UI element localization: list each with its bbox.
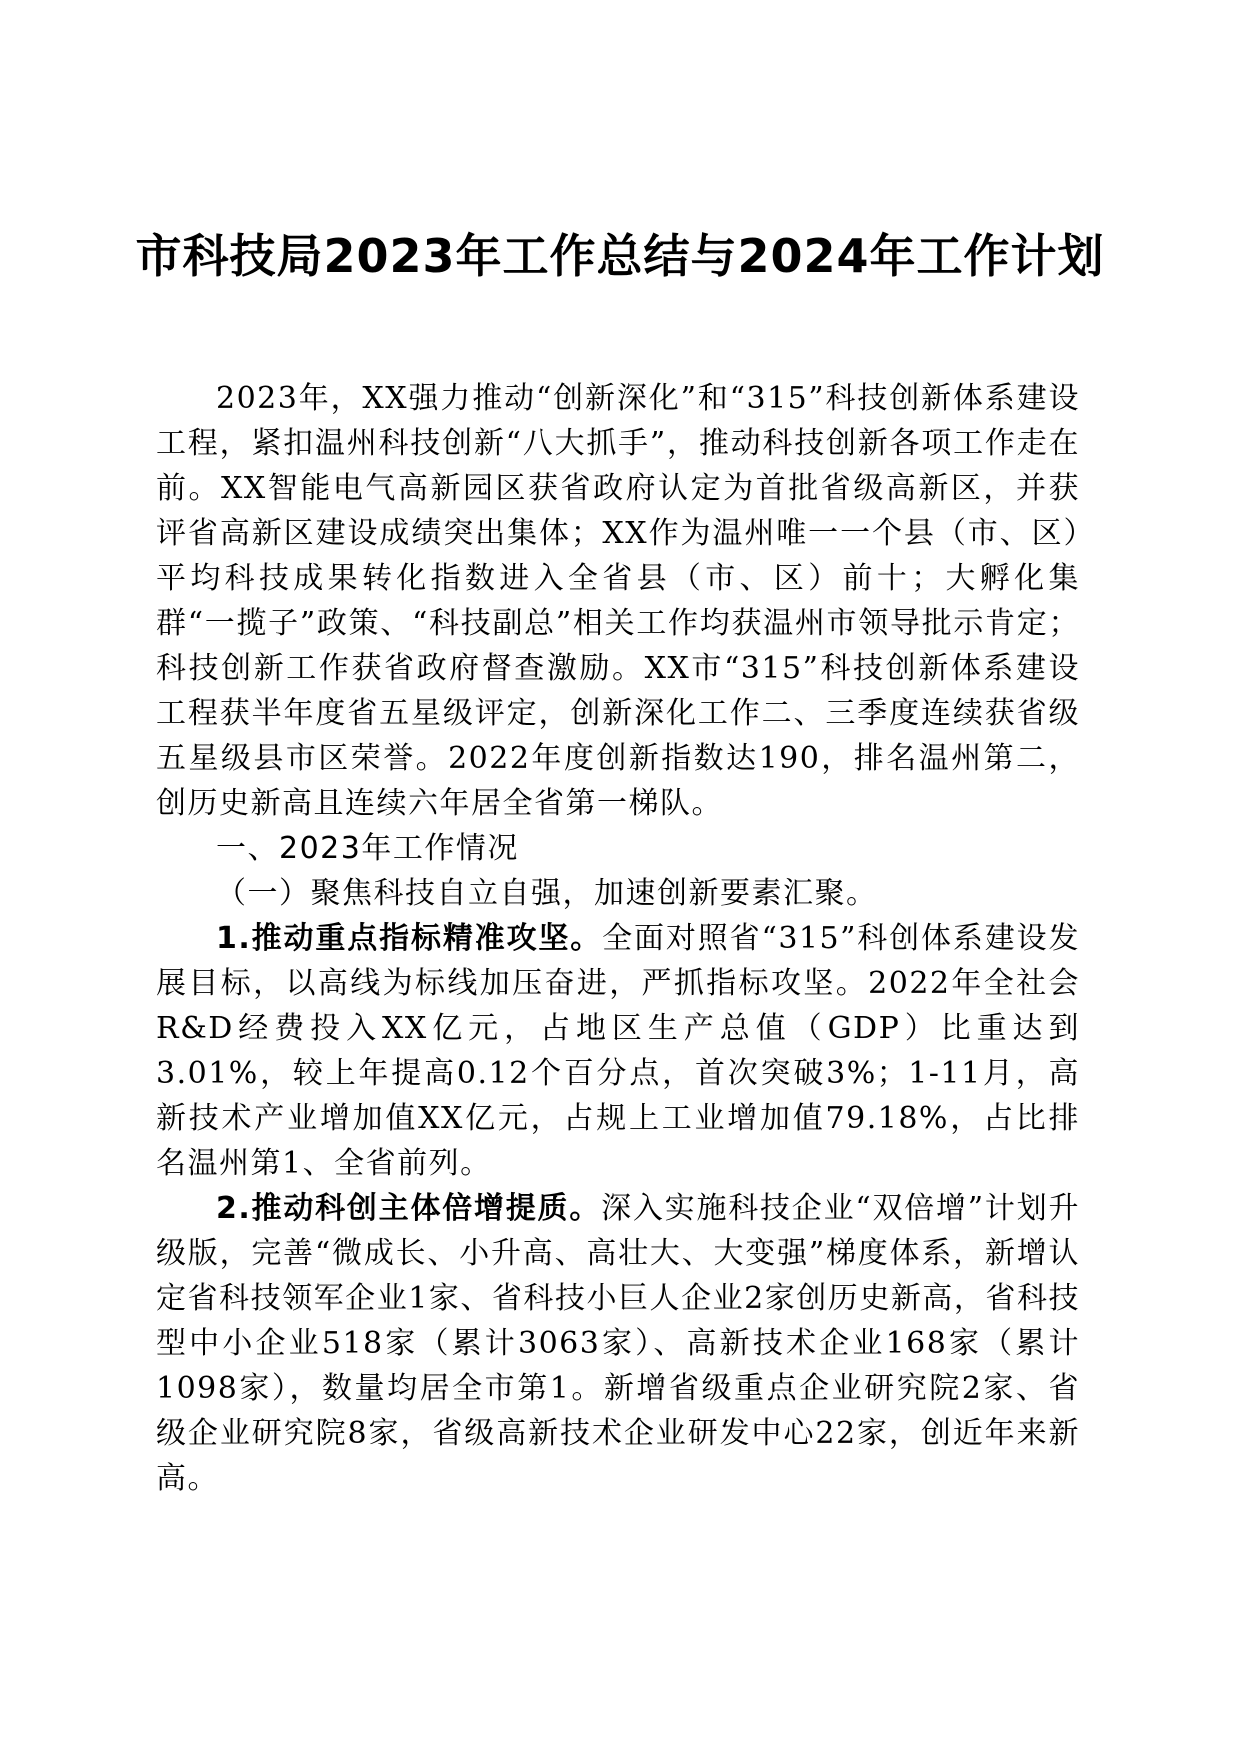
item-paragraph-2 (156, 1186, 1080, 1501)
item-1-lead: 1.推动重点指标精准攻坚。 (216, 921, 603, 956)
section-heading: 一、2023年工作情况 (216, 831, 519, 866)
subsection-heading: （一）聚焦科技自立自强，加速创新要素汇聚。 (216, 876, 878, 911)
item-paragraph-1 (156, 916, 1080, 1186)
document-title: 市科技局2023年工作总结与2024年工作计划 (135, 229, 1105, 283)
item-2-text: 深入实施科技企业“双倍增”计划升级版，完善“微成长、小升高、高壮大、大变强”梯度体系，新增认定省科技领军企业1家、省科技小巨人企业2家创历史新高，省科技型中小企业518家（累计3063家）、高新技术企业168家（累计1098家），数量均居全市第1。新增省级重点企业研究院2家、省级企业研究院8家，省级高新技术企业研发中心22家，创近年来新高。 (156, 1191, 1080, 1496)
intro-paragraph: 2023年，XX强力推动“创新深化”和“315”科技创新体系建设工程，紧扣温州科技创新“八大抓手”，推动科技创新各项工作走在前。XX智能电气高新园区获省政府认定为首批省级高新区，并获评省高新区建设成绩突出集体；XX作为温州唯一一个县（市、区）平均科技成果转化指数进入全省县（市、区）前十；大孵化集群“一揽子”政策、“科技副总”相关工作均获温州市领导批示肯定；科技创新工作获省政府督查激励。XX市“315”科技创新体系建设工程获半年度省五星级评定，创新深化工作二、三季度连续获省级五星级县市区荣誉。2022年度创新指数达190，排名温州第二，创历史新高且连续六年居全省第一梯队。 (156, 381, 1080, 821)
document-body (156, 376, 1080, 1501)
item-1-text: 全面对照省“315”科创体系建设发展目标，以高线为标线加压奋进，严抓指标攻坚。2022年全社会R&D经费投入XX亿元，占地区生产总值（GDP）比重达到3.01%，较上年提高0.12个百分点，首次突破3%；1-11月，高新技术产业增加值XX亿元，占规上工业增加值79.18%，占比排名温州第1、全省前列。 (156, 921, 1080, 1181)
item-2-lead: 2.推动科创主体倍增提质。 (216, 1191, 602, 1226)
